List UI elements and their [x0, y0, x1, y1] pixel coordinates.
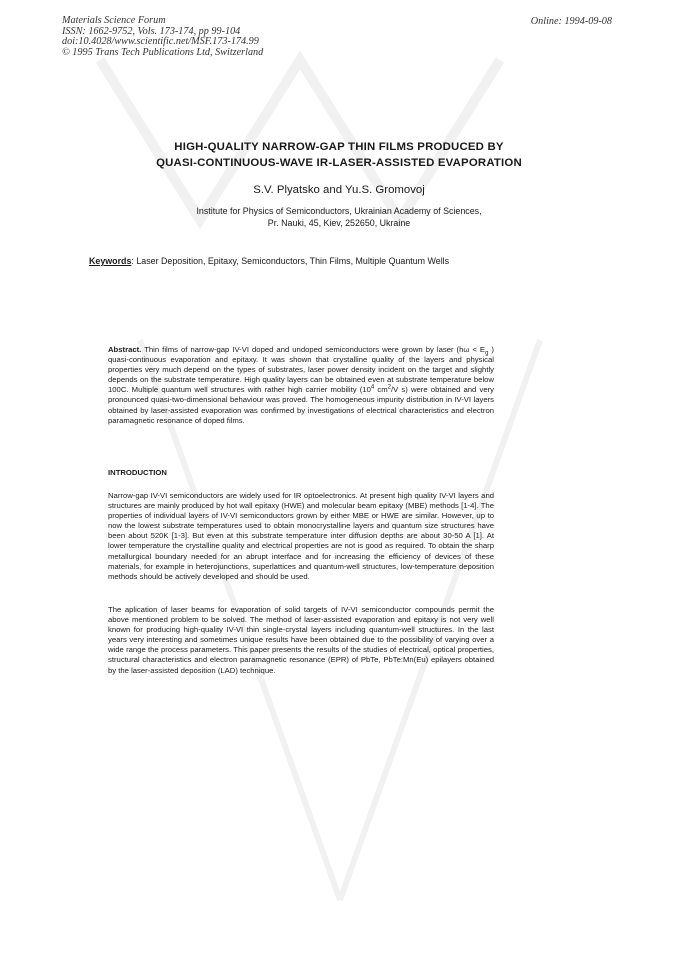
abstract-text-1: Thin films of narrow-gap IV-VI doped and undoped semiconductors were grown by laser (hω < E — [141, 345, 486, 354]
affiliation — [0, 206, 678, 229]
abstract-text-3: cm — [374, 385, 388, 395]
keywords-label: Keywords — [89, 256, 132, 266]
affiliation-line-1: Institute for Physics of Semiconductors, Ukrainian Academy of Sciences, — [196, 206, 482, 216]
superscript-2: 2 — [387, 384, 391, 391]
abstract — [108, 345, 494, 426]
journal-name: Materials Science Forum — [62, 15, 166, 26]
introduction-heading: INTRODUCTION — [108, 468, 167, 477]
introduction-paragraph-2: The aplication of laser beams for evaporation of solid targets of IV-VI semiconductor compounds permit the above mentioned problem to be solved. The method of laser-assisted evaporation and epitaxy is not very well known for producing high-quality IV-VI thin single-crystal layers including quantum-well structures. In the last years very interesting and sometimes unique results have been obtained due to the possibility of varying over a wide range the process parameters. This paper presents the results of the studies of electrical, optical properties, structural characteristics and electron paramagnetic resonance (EPR) of PbTe, PbTe:Mn(Eu) epilayers obtained by the laser-assisted deposition (LAD) technique. — [108, 605, 494, 675]
publication-info — [62, 16, 263, 58]
subscript-g: g — [485, 350, 489, 357]
keywords — [89, 256, 449, 266]
superscript-4: 4 — [370, 384, 375, 391]
abstract-text-2: ) quasi-continuous evaporation and epitaxy. It was shown that crystalline quality of the layers and physical properties very much depend on the types of substrates, laser power density incident on the target and slightly depends on the substrate temperature. High quality layers can be obtained even at substrate temperature below 100C. Multiple quantum well structures with rather high carrier mobility (10 — [108, 345, 494, 395]
paper-title — [0, 140, 678, 171]
abstract-text-4: /V s) were obtained and very pronounced quasi-two-dimensional behaviour was proved. The homogeneous impurity distribution in IV-VI layers obtained by laser-assisted evaporation was confirmed by investigations of electrical characteristics and electron paramagnetic resonance of doped films. — [108, 385, 494, 425]
title-line-2: QUASI-CONTINUOUS-WAVE IR-LASER-ASSISTED EVAPORATION — [156, 156, 522, 169]
abstract-label: Abstract. — [108, 345, 142, 354]
issn-line: ISSN: 1662-9752, Vols. 173-174, pp 99-104 — [62, 25, 241, 37]
keywords-text: : Laser Deposition, Epitaxy, Semiconductors, Thin Films, Multiple Quantum Wells — [131, 256, 450, 266]
introduction-paragraph-1: Narrow-gap IV-VI semiconductors are widely used for IR optoelectronics. At present high quality IV-VI layers and structures are mainly produced by hot wall epitaxy (HWE) and molecular beam epitaxy (MBE) methods [1-4]. The properties of individual layers of IV-VI semiconductors grown by either MBE or HWE are similar. However, up to now the lowest substrate temperatures used to obtain monocrystalline layers and quantum size structures have been about 520K [1-3]. But even at this substrate temperature inter diffusion depths are about 30-50 A [1]. At lower temperature the crystalline quality and electrical properties are not is good as required. To obtain the sharp metallurgical boundary needed for an abrupt interface and for increasing the efficiency of devices of these materials, for example in heterojunctions, superlattices and quantum-well structures, low-temperature deposition methods should be actively developed and should be used. — [108, 491, 494, 581]
title-line-1: HIGH-QUALITY NARROW-GAP THIN FILMS PRODUCED BY — [174, 141, 504, 153]
affiliation-line-2: Pr. Nauki, 45, Kiev, 252650, Ukraine — [267, 217, 411, 228]
doi-line: doi:10.4028/www.scientific.net/MSF.173-174.99 — [62, 36, 259, 48]
publisher-watermark — [80, 40, 600, 920]
online-date: Online: 1994-09-08 — [530, 16, 612, 27]
copyright-line: © 1995 Trans Tech Publications Ltd, Switzerland — [62, 46, 264, 58]
authors: S.V. Plyatsko and Yu.S. Gromovoj — [253, 184, 425, 196]
